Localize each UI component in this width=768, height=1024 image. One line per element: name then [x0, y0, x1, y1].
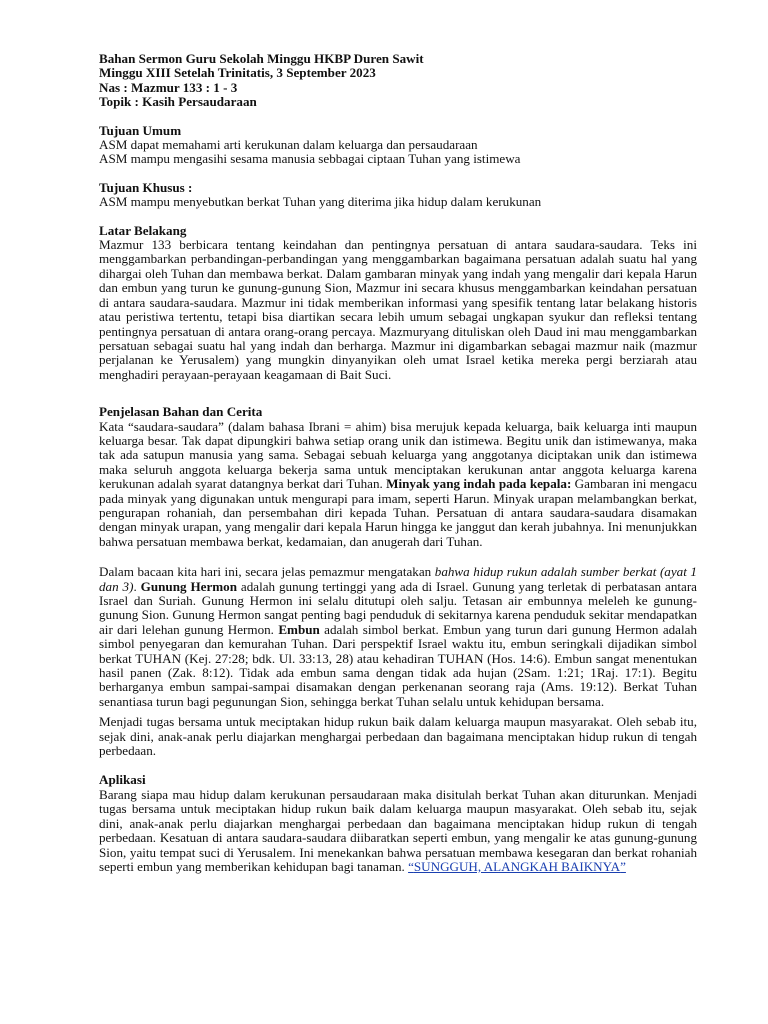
penjelasan-paragraph-1	[99, 420, 697, 550]
penjelasan-text: Gambaran ini mengacu pada minyak yang digunakan untuk mengurapi para imam, seperti Harun. Minyak urapan melambangkan berkat, pengurapan rohaniah, dan persembahan diri kepada Tuhan. Persatuan di antara saudara-saudara disamakan dengan minyak urapan, yang mengalir dari kepala Harun hingga ke janggut dan kerah jubahnya. Ini menunjukkan bahwa persatuan membawa berkat, kedamaian, dan anugerah dari Tuhan.	[99, 476, 698, 549]
penjelasan-text: Dalam bacaan kita hari ini, secara jelas pemazmur mengatakan	[99, 564, 435, 580]
tujuan-umum-item: ASM dapat memahami arti kerukunan dalam keluarga dan persaudaraan	[99, 137, 478, 153]
doc-topic: Topik : Kasih Persaudaraan	[99, 94, 257, 110]
penjelasan-paragraph-2	[99, 565, 697, 709]
doc-scripture: Nas : Mazmur 133 : 1 - 3	[99, 79, 238, 95]
penjelasan-text: Kata “saudara-saudara” (dalam bahasa Ibrani = ahim) bisa merujuk kepada keluarga, baik keluarga inti maupun keluarga besar. Tak dapat dipungkiri bahwa setiap orang unik dan istimewa. Begitu unik dan istimewanya, maka tak ada satupun manusia yang sama. Sebagai sebuah keluarga yang anggotanya diciptakan unik dan istimewa maka seluruh anggota keluarga bekerja sama untuk menciptakan kerukunan antar anggota keluarga karena kerukunan adalah syarat datangnya berkat dari Tuhan.	[99, 418, 697, 492]
tujuan-khusus-text: ASM mampu menyebutkan berkat Tuhan yang diterima jika hidup dalam kerukunan	[99, 194, 542, 210]
penjelasan-text: .	[133, 578, 141, 594]
quote-open-mark: “	[408, 858, 414, 874]
aplikasi-paragraph	[99, 788, 697, 874]
tujuan-umum-item: ASM mampu mengasihi sesama manusia sebbagai ciptaan Tuhan yang istimewa	[99, 151, 521, 167]
minyak-bold-label: Minyak yang indah pada kepala:	[386, 476, 572, 492]
tujuan-khusus-heading: Tujuan Khusus :	[99, 179, 193, 195]
doc-title: Bahan Sermon Guru Sekolah Minggu HKBP Duren Sawit	[99, 51, 424, 66]
gunung-hermon-bold: Gunung Hermon	[140, 578, 237, 594]
aplikasi-heading: Aplikasi	[99, 772, 146, 788]
tujuan-umum-heading: Tujuan Umum	[99, 122, 182, 138]
quote-close-mark: ”	[620, 858, 626, 874]
penjelasan-text: adalah simbol berkat. Embun yang turun dari gunung Hermon adalah simbol penyegaran dan kemurahan Tuhan. Dari perspektif Israel waktu itu, embun seringkali dijadikan simbol berkat TUHAN (Kej. 27:28; bdk. Ul. 33:13, 28) atau kehadiran TUHAN (Hos. 14:6). Embun sangat menentukan hasil panen (Zak. 8:12). Tidak ada embun sama dengan tidak ada hujan (2Sam. 1:21; 1Raj. 17:1). Begitu berharganya embun sampai-sampai disamakan dengan perkenanan seorang raja (Ams. 19:12). Berkat Tuhan senantiasa turun bagi pegunungan Sion, sehingga berkat Tuhan selalu untuk kehidupan bersama.	[99, 621, 697, 709]
doc-date: Minggu XIII Setelah Trinitatis, 3 September 2023	[99, 65, 376, 81]
aplikasi-text: Barang siapa mau hidup dalam kerukunan persaudaraan maka disitulah berkat Tuhan akan diturunkan. Menjadi tugas bersama untuk meciptakan hidup rukun baik dalam keluarga maupun masyarakat. Oleh sebab itu, sejak dini, anak-anak perlu diajarkan menghargai perbedaan dan bagaimana menciptakan hidup rukun di tengah perbedaan. Kesatuan di antara saudara-saudara diibaratkan seperti embun, yang mengalir ke atas gunung-gunung Sion, yaitu tempat suci di Yerusalem. Ini menekankan bahwa persatuan membawa kesegaran dan berkat rohaniah seperti embun yang memberikan kehidupan bagi tanaman.	[99, 786, 697, 874]
latar-belakang-heading: Latar Belakang	[99, 222, 187, 238]
penjelasan-paragraph-3: Menjadi tugas bersama untuk meciptakan hidup rukun baik dalam keluarga maupun masyarakat. Oleh sebab itu, sejak dini, anak-anak perlu diajarkan menghargai perbedaan dan bagaimana menciptakan hidup rukun di tengah perbedaan.	[99, 714, 697, 759]
penjelasan-heading: Penjelasan Bahan dan Cerita	[99, 404, 263, 420]
italic-quote: bahwa hidup rukun adalah sumber berkat (ayat 1 dan 3)	[99, 564, 697, 594]
document-page	[99, 52, 697, 874]
penjelasan-text: adalah gunung tertinggi yang ada di Israel. Gunung yang terletak di perbatasan antara Israel dan Suriah. Gunung Hermon ini selalu ditutupi oleh salju. Tetasan air embunnya meleleh ke gunung-gunung Sion. Gunung Hermon sangat penting bagi penduduk di sekitarnya karena penduduk sekitar mendapatkan air dari lelehan gunung Hermon.	[99, 578, 697, 637]
embun-bold: Embun	[278, 621, 320, 637]
sungguh-link[interactable]: SUNGGUH, ALANGKAH BAIKNYA	[413, 858, 621, 874]
latar-belakang-paragraph: Mazmur 133 berbicara tentang keindahan dan pentingnya persatuan di antara saudara-saudara. Teks ini menggambarkan perbandingan-perbandingan yang menggambarkan bagaimana persatuan adalah suatu hal yang dihargai oleh Tuhan dan membawa berkat. Dalam gambaran minyak yang indah yang mengalir dari kepala Harun dan embun yang turun ke gunung-gunung Sion, Mazmur ini secara khusus menggambarkan keindahan persatuan di antara saudara-saudara. Mazmur ini tidak memberikan informasi yang spesifik tentang latar belakang historis atau peristiwa tertentu, tetapi bisa diartikan secara lebih umum sebagai ungkapan syukur dan refleksi tentang pentingnya persatuan di antara orang-orang percaya. Mazmuryang dituliskan oleh Daud ini mau menggambarkan persatuan sebagai suatu hal yang indah dan berharga. Mazmur ini digambarkan sebagai mazmur naik (mazmur perjalanan ke Yerusalem) yang mungkin dinyanyikan oleh umat Israel ketika mereka pergi berziarah atau menghadiri perayaan-perayaan keagamaan di Bait Suci.	[99, 237, 697, 382]
